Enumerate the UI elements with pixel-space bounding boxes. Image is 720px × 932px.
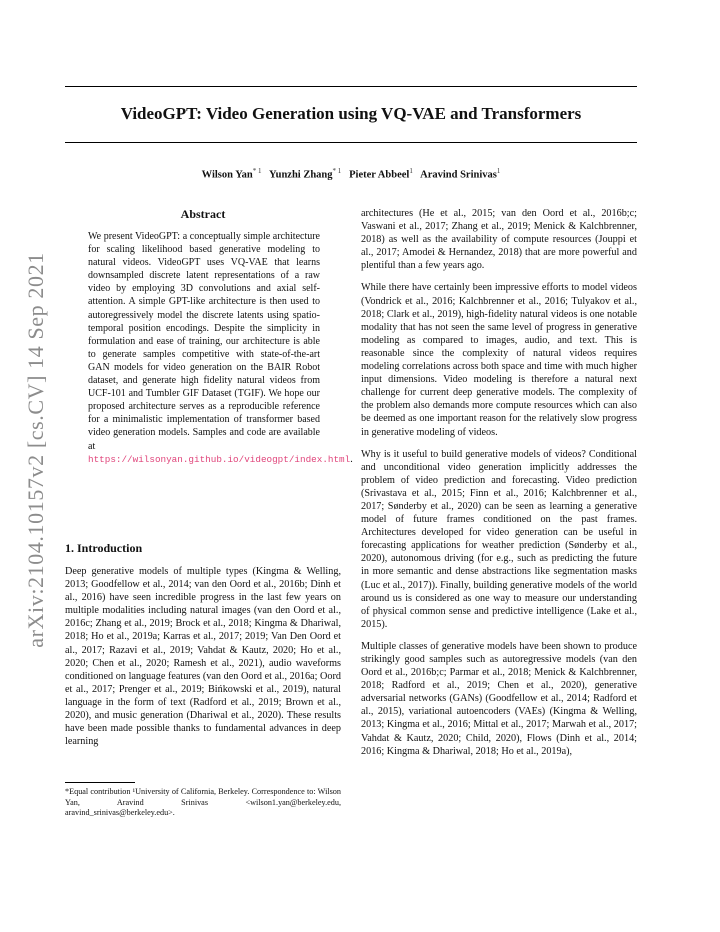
title-bottom-rule xyxy=(65,142,637,143)
paragraph: Multiple classes of generative models have been shown to produce strikingly good samples such as autoregressive models (van den Oord et al., 2016b;c; Parmar et al., 2018; Menick & Kalchbrenner, 2018; Radford et al., 2019; Chen et al., 2020), generative adversarial networks (GANs) (Goodfellow et al., 2014; Radford et al., 2015), variational autoencoders (VAEs) (Kingma & Welling, 2013; Kingma et al., 2016; Mittal et al., 2017; Marwah et al., 2017; Vahdat & Kautz, 2020; Child, 2020), Flows (Dinh et al., 2014; 2016; Kingma & Dhariwal, 2018; Ho et al., 2019a), xyxy=(361,640,637,757)
author-name: Pieter Abbeel xyxy=(349,169,410,181)
author-name: Wilson Yan xyxy=(201,169,253,181)
top-rule xyxy=(65,86,637,87)
author-mark: 1 xyxy=(496,167,501,175)
author-list xyxy=(65,167,637,181)
section-heading-introduction: 1. Introduction xyxy=(65,541,143,555)
author-mark: 1 xyxy=(409,167,413,175)
abstract-body xyxy=(88,230,353,466)
paragraph: Why is it useful to build generative models of videos? Conditional and unconditional video generation implicitly addresses the problem of video prediction and forecasting. Video prediction (Srivastava et al., 2015; Finn et al., 2016; Kalchbrenner et al., 2017; Sønderby et al., 2020) can be seen as learning a generative model of future frames conditioned on the past frames. Architectures developed for video generation can be useful in forecasting applications for weather prediction (Sønderby et al., 2020), autonomous driving (for e.g., such as predicting the future in more semantic and dense abstractions like segmentation masks (Luc et al., 2017)). Finally, building generative models of the world around us is considered as one way to measure our understanding of physical common sense and predictive intelligence (Lake et al., 2015). xyxy=(361,448,637,630)
author-mark: * 1 xyxy=(332,167,342,175)
right-column xyxy=(361,207,637,767)
paragraph: architectures (He et al., 2015; van den Oord et al., 2016b;c; Vaswani et al., 2017; Zhang et al., 2019; Menick & Kalchbrenner, 2018) as well as the availability of compute resources (Jouppi et al., 2017; Amodei & Hernandez, 2018) that are more powerful and plentiful than a few years ago. xyxy=(361,208,637,272)
author-name: Yunzhi Zhang xyxy=(268,169,333,181)
footnote-rule xyxy=(65,782,135,783)
author-name: Aravind Srinivas xyxy=(420,169,497,181)
paragraph: While there have certainly been impressive efforts to model videos (Vondrick et al., 2016; Kalchbrenner et al., 2016; Tulyakov et al., 2018; Clark et al., 2019), high-fidelity natural videos is one notable modality that has not seen the same level of progress in generative modeling as compared to images, audio, and text. This is reasonable since the complexity of natural videos requires modeling correlations across both space and time with much higher input dimensions. Video modeling is therefore a natural next challenge for current deep generative models. The complexity of the problem also demands more compute resources which can also be deemed as one important reason for the relatively slow progress in generative modeling of videos. xyxy=(361,282,637,438)
intro-paragraph: Deep generative models of multiple types (Kingma & Welling, 2013; Goodfellow et al., 2014; van den Oord et al., 2016b; Dinh et al., 2016) have seen incredible progress in the last few years on multiple modalities including natural images (van den Oord et al., 2016c; Zhang et al., 2019; Brock et al., 2018; Kingma & Dhariwal, 2018; Ho et al., 2019a; Karras et al., 2017; 2019; Van Den Oord et al., 2017; Razavi et al., 2019; Vahdat & Kautz, 2020; Ho et al., 2020; Chen et al., 2020; Ramesh et al., 2021), audio waveforms conditioned on language features (van den Oord et al., 2016a; Oord et al., 2017; Prenger et al., 2019; Bińkowski et al., 2019), natural language in the form of text (Radford et al., 2019; Brown et al., 2020), and music generation (Dhariwal et al., 2020). These results have been made possible thanks to fundamental advances in deep learning xyxy=(65,566,341,748)
abstract-end: . xyxy=(350,453,353,465)
abstract-heading: Abstract xyxy=(180,207,226,221)
footnote: *Equal contribution ¹University of California, Berkeley. Correspondence to: Wilson Yan, Aravind Srinivas <wilson1.yan@berkeley.edu, aravind_srinivas@berkeley.edu>. xyxy=(65,787,341,818)
author-mark: * 1 xyxy=(252,167,262,175)
intro-body xyxy=(65,565,341,757)
arxiv-stamp-text: arXiv:2104.10157v2 [cs.CV] 14 Sep 2021 xyxy=(23,252,48,648)
abstract-text: We present VideoGPT: a conceptually simple architecture for scaling likelihood based generative modeling to natural videos. VideoGPT uses VQ-VAE that learns downsampled discrete latent representations of a raw video by employing 3D convolutions and axial self-attention. A simple GPT-like architecture is then used to autoregressively model the discrete latents using spatio-temporal position encodings. Despite the simplicity in formulation and ease of training, our architecture is able to generate samples competitive with state-of-the-art GAN models for video generation on the BAIR Robot dataset, and generate high fidelity natural videos from UCF-101 and Tumbler GIF Dataset (TGIF). We hope our proposed architecture serves as a reproducible reference for a minimalistic implementation of transformer based video generation models. Samples and code are available at xyxy=(88,231,320,452)
code-link[interactable]: https://wilsonyan.github.io/videogpt/index.html xyxy=(88,453,351,465)
paper-title: VideoGPT: Video Generation using VQ-VAE and Transformers xyxy=(120,104,582,123)
